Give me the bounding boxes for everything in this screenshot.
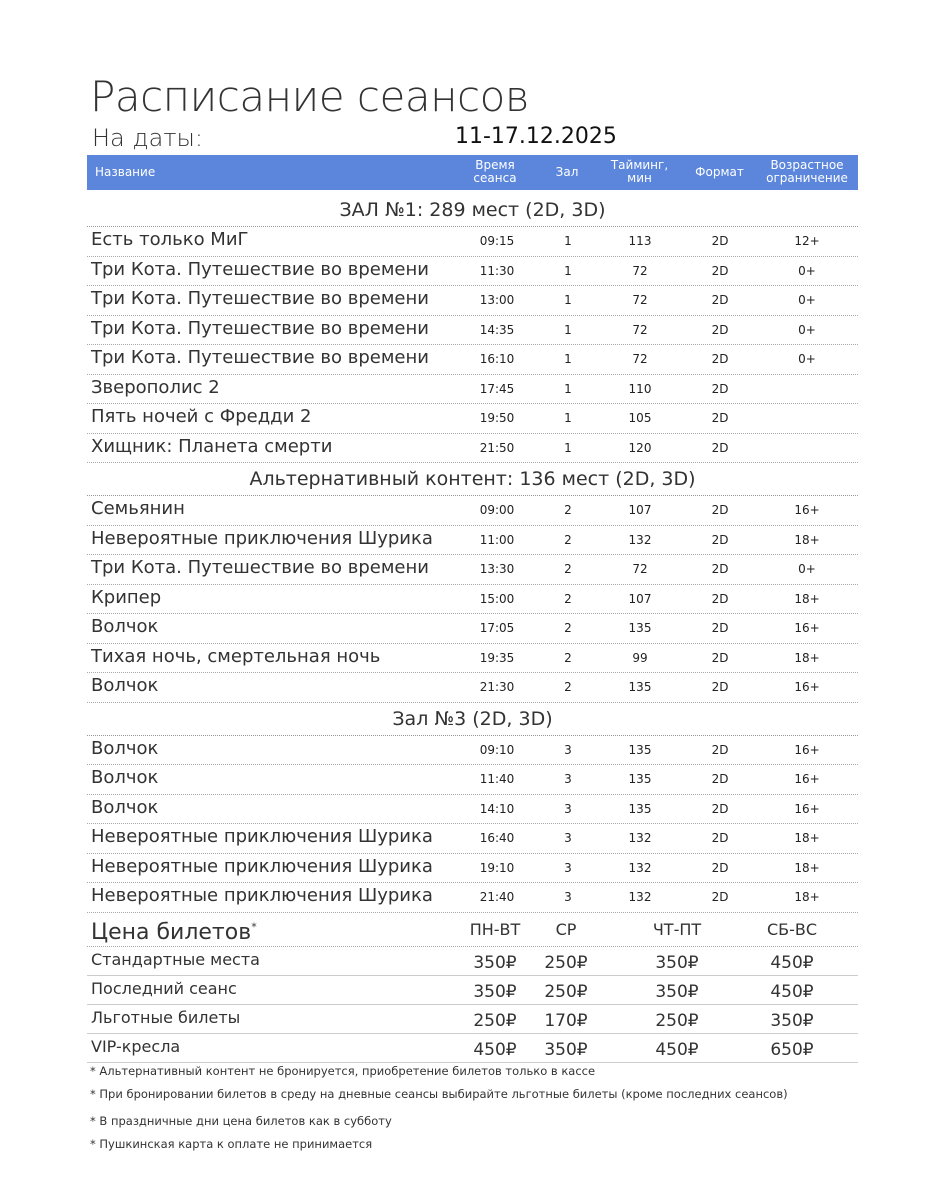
duration: 99 bbox=[632, 650, 648, 665]
price-value: 350₽ bbox=[473, 982, 517, 1002]
price-value: 350₽ bbox=[655, 982, 699, 1002]
header-age: Возрастное ограничение bbox=[766, 158, 848, 185]
age-rating: 16+ bbox=[794, 742, 820, 757]
session-time: 17:05 bbox=[479, 621, 515, 635]
hall-number: 2 bbox=[564, 562, 572, 576]
movie-title: Три Кота. Путешествие во времени bbox=[91, 347, 429, 368]
table-row bbox=[87, 824, 858, 854]
session-time: 09:15 bbox=[479, 234, 515, 248]
duration: 135 bbox=[628, 680, 652, 694]
movie-title: Пять ночей с Фредди 2 bbox=[91, 406, 312, 427]
price-col: СР bbox=[555, 920, 577, 939]
movie-title: Невероятные приключения Шурика bbox=[91, 885, 433, 906]
section-title: ЗАЛ №1: 289 мест (2D, 3D) bbox=[87, 194, 858, 227]
price-value: 350₽ bbox=[770, 1011, 814, 1031]
duration: 135 bbox=[628, 621, 652, 635]
age-rating: 18+ bbox=[794, 860, 820, 875]
price-row bbox=[87, 947, 858, 976]
age-rating: 16+ bbox=[794, 772, 820, 786]
movie-title: Три Кота. Путешествие во времени bbox=[91, 288, 429, 309]
price-row bbox=[87, 976, 858, 1005]
hall-number: 2 bbox=[564, 503, 572, 517]
price-value: 450₽ bbox=[655, 1040, 699, 1060]
movie-title: Есть только МиГ bbox=[91, 229, 249, 250]
age-rating: 0+ bbox=[798, 293, 816, 307]
price-title-text: Цена билетов bbox=[91, 920, 252, 945]
price-value: 250₽ bbox=[473, 1011, 517, 1031]
table-row bbox=[87, 434, 858, 464]
table-row bbox=[87, 257, 858, 287]
age-rating: 18+ bbox=[794, 532, 820, 547]
price-value: 450₽ bbox=[473, 1040, 517, 1060]
table-row bbox=[87, 227, 858, 257]
session-time: 11:30 bbox=[479, 263, 515, 278]
price-header bbox=[87, 916, 858, 947]
session-time: 11:00 bbox=[479, 532, 515, 547]
table-row bbox=[87, 614, 858, 644]
price-value: 350₽ bbox=[655, 953, 699, 973]
age-rating: 0+ bbox=[798, 263, 816, 278]
duration: 132 bbox=[628, 860, 652, 875]
duration: 72 bbox=[632, 352, 648, 366]
movie-title: Три Кота. Путешествие во времени bbox=[91, 557, 429, 578]
price-col: СБ-ВС bbox=[766, 920, 818, 939]
price-col: ЧТ-ПТ bbox=[652, 920, 702, 939]
duration: 135 bbox=[628, 742, 652, 757]
hall-number: 1 bbox=[564, 352, 572, 366]
session-time: 16:40 bbox=[479, 831, 515, 845]
duration: 105 bbox=[628, 411, 652, 425]
session-time: 16:10 bbox=[479, 352, 515, 366]
format: 2D bbox=[711, 352, 729, 366]
format: 2D bbox=[711, 801, 729, 816]
table-row bbox=[87, 765, 858, 795]
table-header bbox=[87, 155, 858, 190]
price-row bbox=[87, 1034, 858, 1063]
page-title: Расписание сеансов bbox=[90, 72, 529, 121]
format: 2D bbox=[711, 650, 729, 665]
movie-title: Крипер bbox=[91, 586, 162, 608]
header-duration: Тайминг, мин bbox=[610, 158, 669, 185]
format: 2D bbox=[711, 293, 729, 307]
session-time: 19:50 bbox=[479, 411, 515, 425]
movie-title: Невероятные приключения Шурика bbox=[91, 826, 433, 847]
price-value: 250₽ bbox=[544, 953, 588, 973]
duration: 132 bbox=[628, 532, 652, 547]
format: 2D bbox=[711, 440, 729, 455]
age-rating: 16+ bbox=[794, 621, 820, 635]
table-row bbox=[87, 854, 858, 884]
age-rating: 12+ bbox=[794, 234, 820, 248]
price-col: ПН-ВТ bbox=[469, 920, 521, 939]
movie-title: Три Кота. Путешествие во времени bbox=[91, 258, 429, 280]
session-time: 14:35 bbox=[479, 322, 515, 337]
price-category: Стандартные места bbox=[91, 950, 260, 969]
session-time: 15:00 bbox=[479, 591, 515, 606]
price-category: Последний сеанс bbox=[91, 979, 237, 998]
movie-title: Невероятные приключения Шурика bbox=[91, 527, 433, 549]
hall-number: 3 bbox=[564, 742, 572, 757]
price-value: 250₽ bbox=[655, 1011, 699, 1031]
hall-number: 2 bbox=[564, 621, 572, 635]
hall-number: 3 bbox=[564, 860, 572, 875]
table-row bbox=[87, 316, 858, 346]
footnote: * Альтернативный контент не бронируется, приобретение билетов только в кассе bbox=[90, 1064, 596, 1078]
format: 2D bbox=[711, 322, 729, 337]
footnote: * Пушкинская карта к оплате не принимается bbox=[90, 1137, 373, 1151]
format: 2D bbox=[711, 562, 729, 576]
hall-number: 1 bbox=[564, 381, 572, 396]
session-time: 21:40 bbox=[479, 890, 515, 904]
format: 2D bbox=[711, 831, 729, 845]
age-rating: 18+ bbox=[794, 650, 820, 665]
age-rating: 18+ bbox=[794, 890, 820, 904]
movie-title: Зверополис 2 bbox=[91, 376, 220, 398]
hall-number: 3 bbox=[564, 831, 572, 845]
hall-number: 1 bbox=[564, 263, 572, 278]
format: 2D bbox=[711, 621, 729, 635]
format: 2D bbox=[711, 890, 729, 904]
duration: 110 bbox=[628, 381, 652, 396]
session-time: 19:35 bbox=[479, 650, 515, 665]
age-rating: 16+ bbox=[794, 801, 820, 816]
age-rating: 0+ bbox=[798, 562, 816, 576]
table-row bbox=[87, 736, 858, 766]
session-time: 19:10 bbox=[479, 860, 515, 875]
duration: 72 bbox=[632, 322, 648, 337]
table-row bbox=[87, 496, 858, 526]
table-row bbox=[87, 375, 858, 405]
price-category: Льготные билеты bbox=[91, 1008, 241, 1027]
price-value: 250₽ bbox=[544, 982, 588, 1002]
price-row bbox=[87, 1005, 858, 1034]
price-title bbox=[91, 920, 257, 945]
duration: 72 bbox=[632, 562, 648, 576]
movie-title: Три Кота. Путешествие во времени bbox=[91, 317, 429, 339]
hall-number: 2 bbox=[564, 591, 572, 606]
duration: 135 bbox=[628, 801, 652, 816]
price-value: 450₽ bbox=[770, 982, 814, 1002]
duration: 107 bbox=[628, 503, 652, 517]
format: 2D bbox=[711, 503, 729, 517]
hall-number: 2 bbox=[564, 532, 572, 547]
movie-title: Волчок bbox=[91, 737, 159, 759]
movie-title: Невероятные приключения Шурика bbox=[91, 855, 433, 877]
table-row bbox=[87, 795, 858, 825]
price-value: 650₽ bbox=[770, 1040, 814, 1060]
format: 2D bbox=[711, 411, 729, 425]
movie-title: Семьянин bbox=[91, 498, 185, 519]
session-time: 09:10 bbox=[479, 742, 515, 757]
movie-title: Волчок bbox=[91, 675, 159, 696]
movie-title: Волчок bbox=[91, 616, 159, 637]
format: 2D bbox=[711, 532, 729, 547]
price-table bbox=[87, 916, 858, 1063]
hall-number: 2 bbox=[564, 680, 572, 694]
duration: 113 bbox=[628, 234, 652, 248]
dates-value: 11-17.12.2025 bbox=[455, 124, 617, 149]
table-row bbox=[87, 673, 858, 703]
session-time: 13:30 bbox=[479, 562, 515, 576]
movie-title: Волчок bbox=[91, 767, 159, 788]
duration: 132 bbox=[628, 831, 652, 845]
format: 2D bbox=[711, 860, 729, 875]
hall-number: 1 bbox=[564, 322, 572, 337]
hall-number: 3 bbox=[564, 801, 572, 816]
header-hall: Зал bbox=[555, 165, 579, 179]
price-value: 170₽ bbox=[544, 1011, 588, 1031]
hall-number: 1 bbox=[564, 411, 572, 425]
hall-number: 1 bbox=[564, 234, 572, 248]
price-value: 350₽ bbox=[544, 1040, 588, 1060]
header-time: Время сеанса bbox=[473, 158, 517, 185]
table-row bbox=[87, 404, 858, 434]
session-time: 17:45 bbox=[479, 381, 515, 396]
hall-number: 1 bbox=[564, 440, 572, 455]
format: 2D bbox=[711, 234, 729, 248]
session-time: 13:00 bbox=[479, 293, 515, 307]
section-title: Альтернативный контент: 136 мест (2D, 3D) bbox=[87, 463, 858, 496]
format: 2D bbox=[711, 381, 729, 396]
session-time: 21:30 bbox=[479, 680, 515, 694]
table-row bbox=[87, 286, 858, 316]
hall-number: 3 bbox=[564, 890, 572, 904]
duration: 72 bbox=[632, 293, 648, 307]
duration: 120 bbox=[628, 440, 652, 455]
movie-title: Тихая ночь, смертельная ночь bbox=[91, 645, 381, 667]
duration: 72 bbox=[632, 263, 648, 278]
format: 2D bbox=[711, 772, 729, 786]
table-row bbox=[87, 526, 858, 556]
price-value: 350₽ bbox=[473, 953, 517, 973]
movie-title: Хищник: Планета смерти bbox=[91, 435, 333, 457]
schedule-table bbox=[87, 194, 858, 913]
table-row bbox=[87, 644, 858, 674]
hall-number: 2 bbox=[564, 650, 572, 665]
format: 2D bbox=[711, 742, 729, 757]
footnote: * При бронировании билетов в среду на дневные сеансы выбирайте льготные билеты (кроме последних сеансов) bbox=[90, 1087, 788, 1101]
footnote: * В праздничные дни цена билетов как в субботу bbox=[90, 1114, 392, 1128]
session-time: 09:00 bbox=[479, 503, 515, 517]
age-rating: 0+ bbox=[798, 322, 816, 337]
table-row bbox=[87, 883, 858, 913]
movie-title: Волчок bbox=[91, 796, 159, 818]
dates-label: На даты: bbox=[92, 124, 203, 152]
table-row bbox=[87, 585, 858, 615]
price-title-mark: * bbox=[251, 920, 257, 934]
session-time: 11:40 bbox=[479, 772, 515, 786]
price-value: 450₽ bbox=[770, 953, 814, 973]
table-row bbox=[87, 345, 858, 375]
table-row bbox=[87, 555, 858, 585]
format: 2D bbox=[711, 263, 729, 278]
session-time: 21:50 bbox=[479, 440, 515, 455]
hall-number: 3 bbox=[564, 772, 572, 786]
session-time: 14:10 bbox=[479, 801, 515, 816]
section-title: Зал №3 (2D, 3D) bbox=[87, 703, 858, 736]
header-format: Формат bbox=[695, 165, 744, 179]
age-rating: 18+ bbox=[794, 591, 820, 606]
format: 2D bbox=[711, 680, 729, 694]
footnotes bbox=[90, 1064, 788, 1160]
duration: 107 bbox=[628, 591, 652, 606]
age-rating: 16+ bbox=[794, 503, 820, 517]
age-rating: 16+ bbox=[794, 680, 820, 694]
header-name: Название bbox=[95, 165, 156, 179]
price-category: VIP-кресла bbox=[91, 1037, 181, 1056]
hall-number: 1 bbox=[564, 293, 572, 307]
duration: 135 bbox=[628, 772, 652, 786]
age-rating: 18+ bbox=[794, 831, 820, 845]
format: 2D bbox=[711, 591, 729, 606]
duration: 132 bbox=[628, 890, 652, 904]
age-rating: 0+ bbox=[798, 352, 816, 366]
